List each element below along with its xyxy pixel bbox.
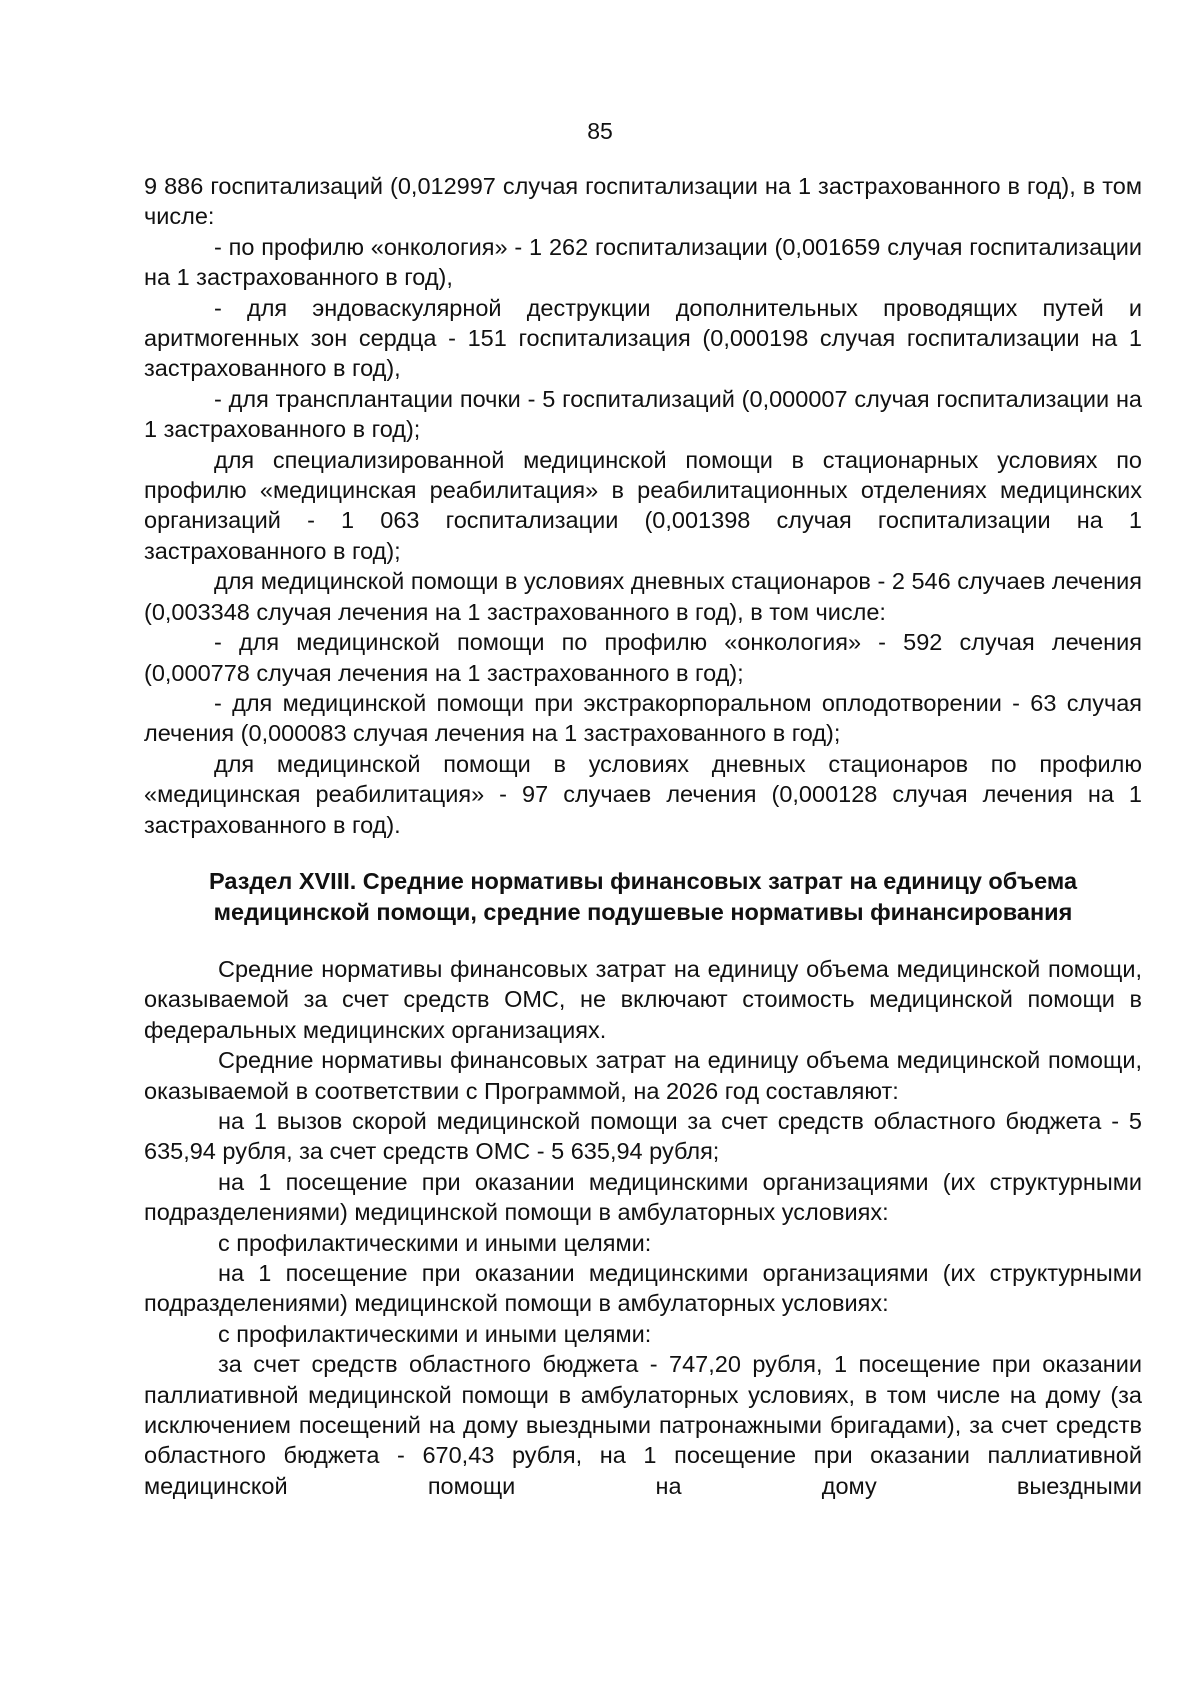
section-title: Раздел XVIII. Средние нормативы финансовых затрат на единицу объема медицинской помощи, средние подушевые нормативы финансирования (208, 867, 1078, 925)
paragraph: Средние нормативы финансовых затрат на единицу объема медицинской помощи, оказываемой в соответствии с Программой, на 2026 год составляют: (144, 1047, 1142, 1104)
page-number: 85 (587, 118, 613, 144)
paragraph: - для трансплантации почки - 5 госпитализаций (0,000007 случая госпитализации на 1 застрахованного в год); (144, 385, 1142, 443)
paragraph: на 1 вызов скорой медицинской помощи за счет средств областного бюджета - 5 635,94 рубля, за счет средств ОМС - 5 635,94 рубля; (144, 1107, 1142, 1165)
paragraph: - для медицинской помощи по профилю «онкология» - 592 случая лечения (0,000778 случая лечения на 1 застрахованного в год); (144, 629, 1142, 686)
paragraph: с профилактическими и иными целями: (218, 1229, 652, 1256)
paragraph: 9 886 госпитализаций (0,012997 случая госпитализации на 1 застрахованного в год), в том числе: (144, 173, 1142, 230)
paragraph: с профилактическими и иными целями: (218, 1320, 652, 1347)
paragraph: - по профилю «онкология» - 1 262 госпитализации (0,001659 случая госпитализации на 1 застрахованного в год), (144, 233, 1142, 291)
paragraph: на 1 посещение при оказании медицинскими организациями (их структурными подразделениями) медицинской помощи в амбулаторных условиях: (144, 1260, 1142, 1317)
paragraph: за счет средств областного бюджета - 747,20 рубля, 1 посещение при оказании паллиативной медицинской помощи в амбулаторных условиях, в том числе на дому (за исключением посещений на дому выездными патронажными бригадами), за счет средств областного бюджета - 670,43 рубля, на 1 посещение при оказании паллиативной медицинской помощи на дому выездными (144, 1351, 1142, 1499)
paragraph: - для медицинской помощи при экстракорпоральном оплодотворении - 63 случая лечения (0,000083 случая лечения на 1 застрахованного в год); (144, 689, 1142, 747)
paragraph: - для эндоваскулярной деструкции дополнительных проводящих путей и аритмогенных зон сердца - 151 госпитализация (0,000198 случая госпитализации на 1 застрахованного в год), (144, 294, 1142, 382)
paragraph: на 1 посещение при оказании медицинскими организациями (их структурными подразделениями) медицинской помощи в амбулаторных условиях: (144, 1168, 1142, 1226)
paragraph: Средние нормативы финансовых затрат на единицу объема медицинской помощи, оказываемой за счет средств ОМС, не включают стоимость медицинской помощи в федеральных медицинских организациях. (144, 955, 1142, 1043)
paragraph: для медицинской помощи в условиях дневных стационаров - 2 546 случаев лечения (0,003348 случая лечения на 1 застрахованного в год), в том числе: (144, 568, 1142, 625)
document-body (144, 171, 1142, 1501)
paragraph: для специализированной медицинской помощи в стационарных условиях по профилю «медицинская реабилитация» в реабилитационных отделениях медицинских организаций - 1 063 госпитализации (0,001398 случая госпитализации на 1 застрахованного в год); (144, 446, 1142, 564)
paragraph: для медицинской помощи в условиях дневных стационаров по профилю «медицинская реабилитация» - 97 случаев лечения (0,000128 случая лечения на 1 застрахованного в год). (144, 750, 1142, 838)
